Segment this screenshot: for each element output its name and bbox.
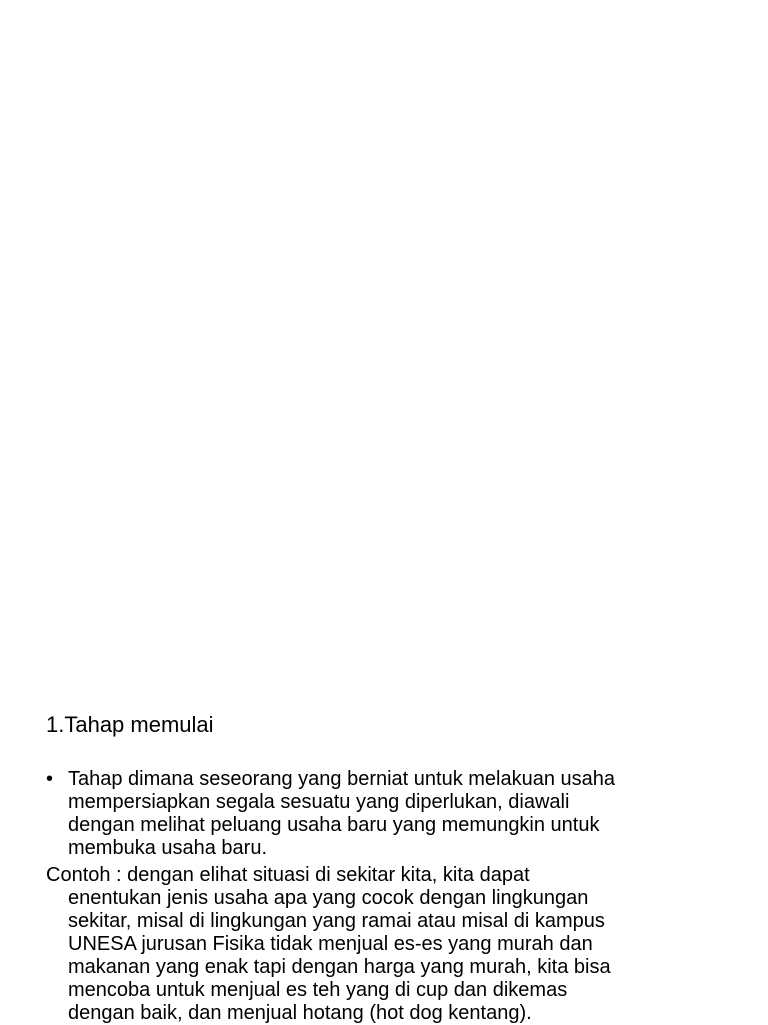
example-paragraph: [46, 864, 746, 1025]
bullet-line: membuka usaha baru.: [68, 837, 268, 859]
example-line: dengan baik, dan menjual hotang (hot dog kentang).: [68, 1002, 532, 1024]
bullet-dot-icon: •: [46, 768, 54, 790]
bullet-list: [46, 768, 746, 860]
example-line: Contoh : dengan elihat situasi di sekitar kita, kita dapat: [46, 864, 530, 886]
example-line: makanan yang enak tapi dengan harga yang murah, kita bisa: [68, 956, 611, 978]
example-line: enentukan jenis usaha apa yang cocok dengan lingkungan: [68, 887, 589, 909]
bullet-line: dengan melihat peluang usaha baru yang memungkin untuk: [68, 814, 600, 836]
example-line: UNESA jurusan Fisika tidak menjual es-es yang murah dan: [68, 933, 593, 955]
example-line: mencoba untuk menjual es teh yang di cup dan dikemas: [68, 979, 568, 1001]
example-line: sekitar, misal di lingkungan yang ramai atau misal di kampus: [68, 910, 605, 932]
bullet-line: Tahap dimana seseorang yang berniat untuk melakuan usaha: [68, 768, 616, 790]
bullet-text: [68, 768, 746, 860]
bullet-item: [46, 768, 746, 860]
slide-heading: 1.Tahap memulai: [46, 712, 214, 737]
bullet-line: mempersiapkan segala sesuatu yang diperlukan, diawali: [68, 791, 570, 813]
